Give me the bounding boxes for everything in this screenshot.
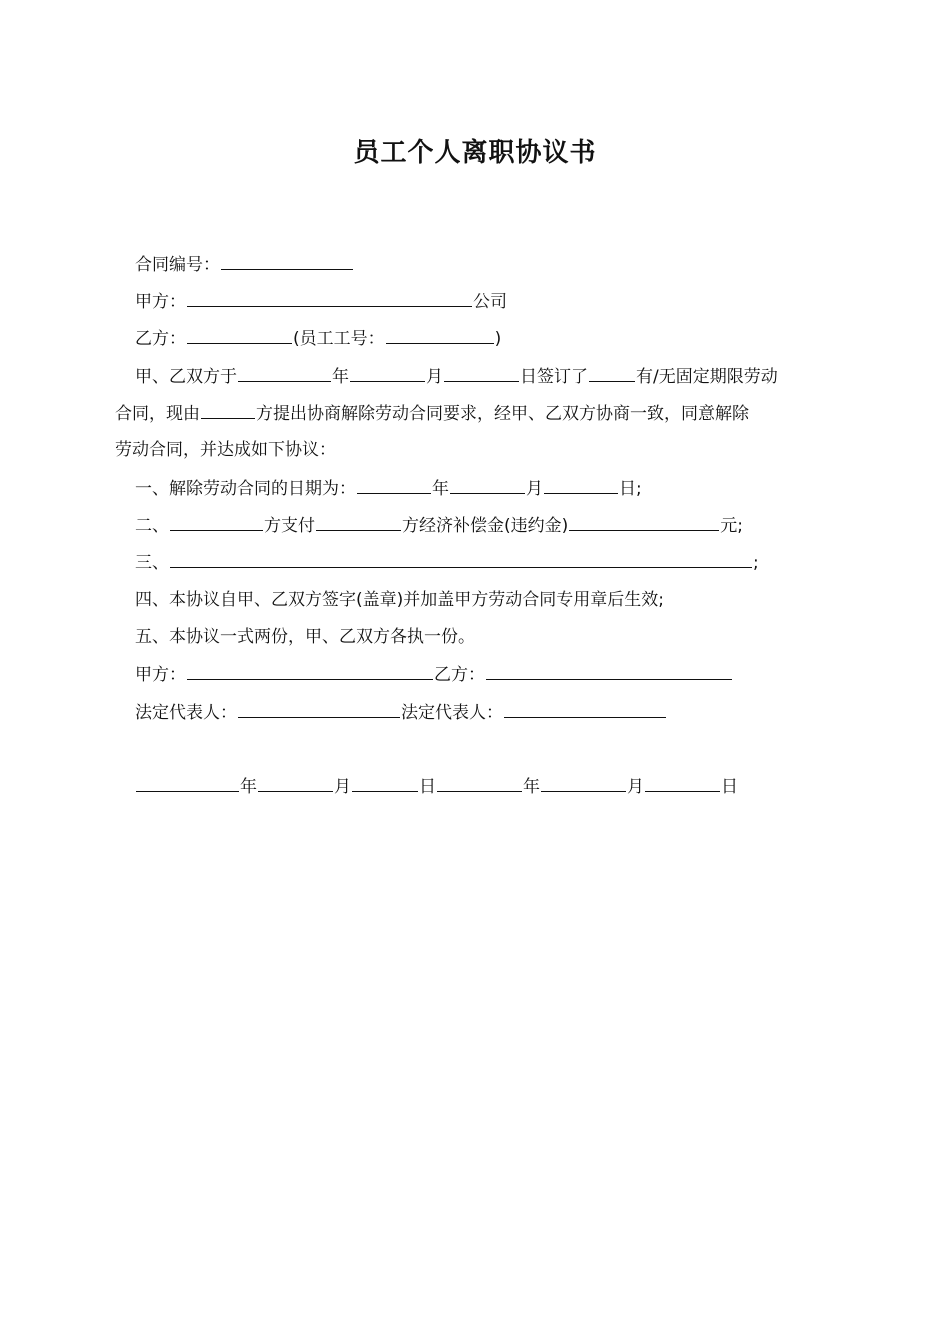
representative-b-blank[interactable]	[504, 701, 666, 718]
clause-3	[135, 551, 759, 574]
party-a-label: 甲方：	[135, 292, 186, 312]
intro-text-6: 合同，现由	[115, 404, 200, 424]
intro-text-8: 劳动合同，并达成如下协议：	[115, 440, 336, 460]
intro-text-7: 方提出协商解除劳动合同要求，经甲、乙双方协商一致，同意解除	[256, 404, 749, 424]
sign-year-blank[interactable]	[238, 365, 331, 382]
clause-3-number: 三、	[135, 553, 169, 573]
proposing-party-blank[interactable]	[201, 402, 255, 419]
paying-party-blank[interactable]	[170, 514, 263, 531]
intro-month: 月	[426, 367, 443, 387]
clause-2-text-2: 方经济补偿金(违约金)	[402, 516, 569, 536]
date-a-year: 年	[240, 777, 257, 797]
date-a-day: 日	[419, 777, 436, 797]
termination-day-blank[interactable]	[544, 477, 618, 494]
intro-text-1: 甲、乙双方于	[135, 367, 237, 387]
employee-id-blank[interactable]	[386, 327, 494, 344]
term-type-blank[interactable]	[589, 365, 635, 382]
signature-party-a-blank[interactable]	[187, 663, 433, 680]
clause-1-text: 一、解除劳动合同的日期为：	[135, 479, 356, 499]
contract-number-label: 合同编号：	[135, 255, 220, 275]
sign-day-blank[interactable]	[444, 365, 519, 382]
termination-year-blank[interactable]	[357, 477, 431, 494]
clause-1-day: 日;	[619, 479, 642, 499]
clause-2-number: 二、	[135, 516, 169, 536]
contract-number-line	[135, 253, 354, 276]
signature-party-b-blank[interactable]	[486, 663, 732, 680]
date-a-year-blank[interactable]	[136, 775, 239, 792]
date-b-day-blank[interactable]	[645, 775, 720, 792]
compensation-amount-blank[interactable]	[569, 514, 719, 531]
date-b-year: 年	[523, 777, 540, 797]
signature-line	[135, 663, 733, 686]
intro-line-3	[115, 439, 336, 461]
party-a-line	[135, 290, 507, 313]
termination-month-blank[interactable]	[450, 477, 525, 494]
document-title: 员工个人离职协议书	[353, 138, 597, 168]
intro-text-5: 有/无固定期限劳动	[636, 367, 778, 387]
clause-1-month: 月	[526, 479, 543, 499]
clause-1	[135, 477, 642, 500]
representative-a-label: 法定代表人：	[135, 703, 237, 723]
clause-1-year: 年	[432, 479, 449, 499]
contract-number-blank[interactable]	[221, 253, 353, 270]
representative-a-blank[interactable]	[238, 701, 400, 718]
date-b-month: 月	[627, 777, 644, 797]
date-a-month-blank[interactable]	[258, 775, 333, 792]
signature-party-a-label: 甲方：	[135, 665, 186, 685]
intro-text-4: 日签订了	[520, 367, 588, 387]
intro-line-2	[115, 402, 749, 425]
employee-id-label: (员工工号：	[293, 329, 385, 349]
date-b-day: 日	[721, 777, 738, 797]
employee-id-close: )	[494, 329, 502, 349]
date-a-month: 月	[334, 777, 351, 797]
clause-3-end: ;	[753, 553, 759, 573]
clause-5: 五、本协议一式两份，甲、乙双方各执一份。	[135, 627, 475, 647]
receiving-party-blank[interactable]	[316, 514, 401, 531]
party-b-label: 乙方：	[135, 329, 186, 349]
date-line	[135, 775, 738, 798]
representative-b-label: 法定代表人：	[401, 703, 503, 723]
clause-2-text-3: 元;	[720, 516, 743, 536]
party-b-line	[135, 327, 501, 350]
clause-2	[135, 514, 743, 537]
signature-party-b-label: 乙方：	[434, 665, 485, 685]
clause-4: 四、本协议自甲、乙双方签字(盖章)并加盖甲方劳动合同专用章后生效;	[135, 590, 664, 610]
sign-month-blank[interactable]	[350, 365, 425, 382]
date-b-month-blank[interactable]	[541, 775, 626, 792]
representative-line	[135, 701, 667, 724]
date-a-day-blank[interactable]	[352, 775, 418, 792]
party-b-blank[interactable]	[187, 327, 292, 344]
intro-year: 年	[332, 367, 349, 387]
party-a-suffix: 公司	[473, 292, 507, 312]
intro-line-1	[135, 365, 778, 388]
clause-3-blank[interactable]	[170, 551, 752, 568]
party-a-blank[interactable]	[187, 290, 472, 307]
clause-2-text-1: 方支付	[264, 516, 315, 536]
date-b-year-blank[interactable]	[437, 775, 522, 792]
